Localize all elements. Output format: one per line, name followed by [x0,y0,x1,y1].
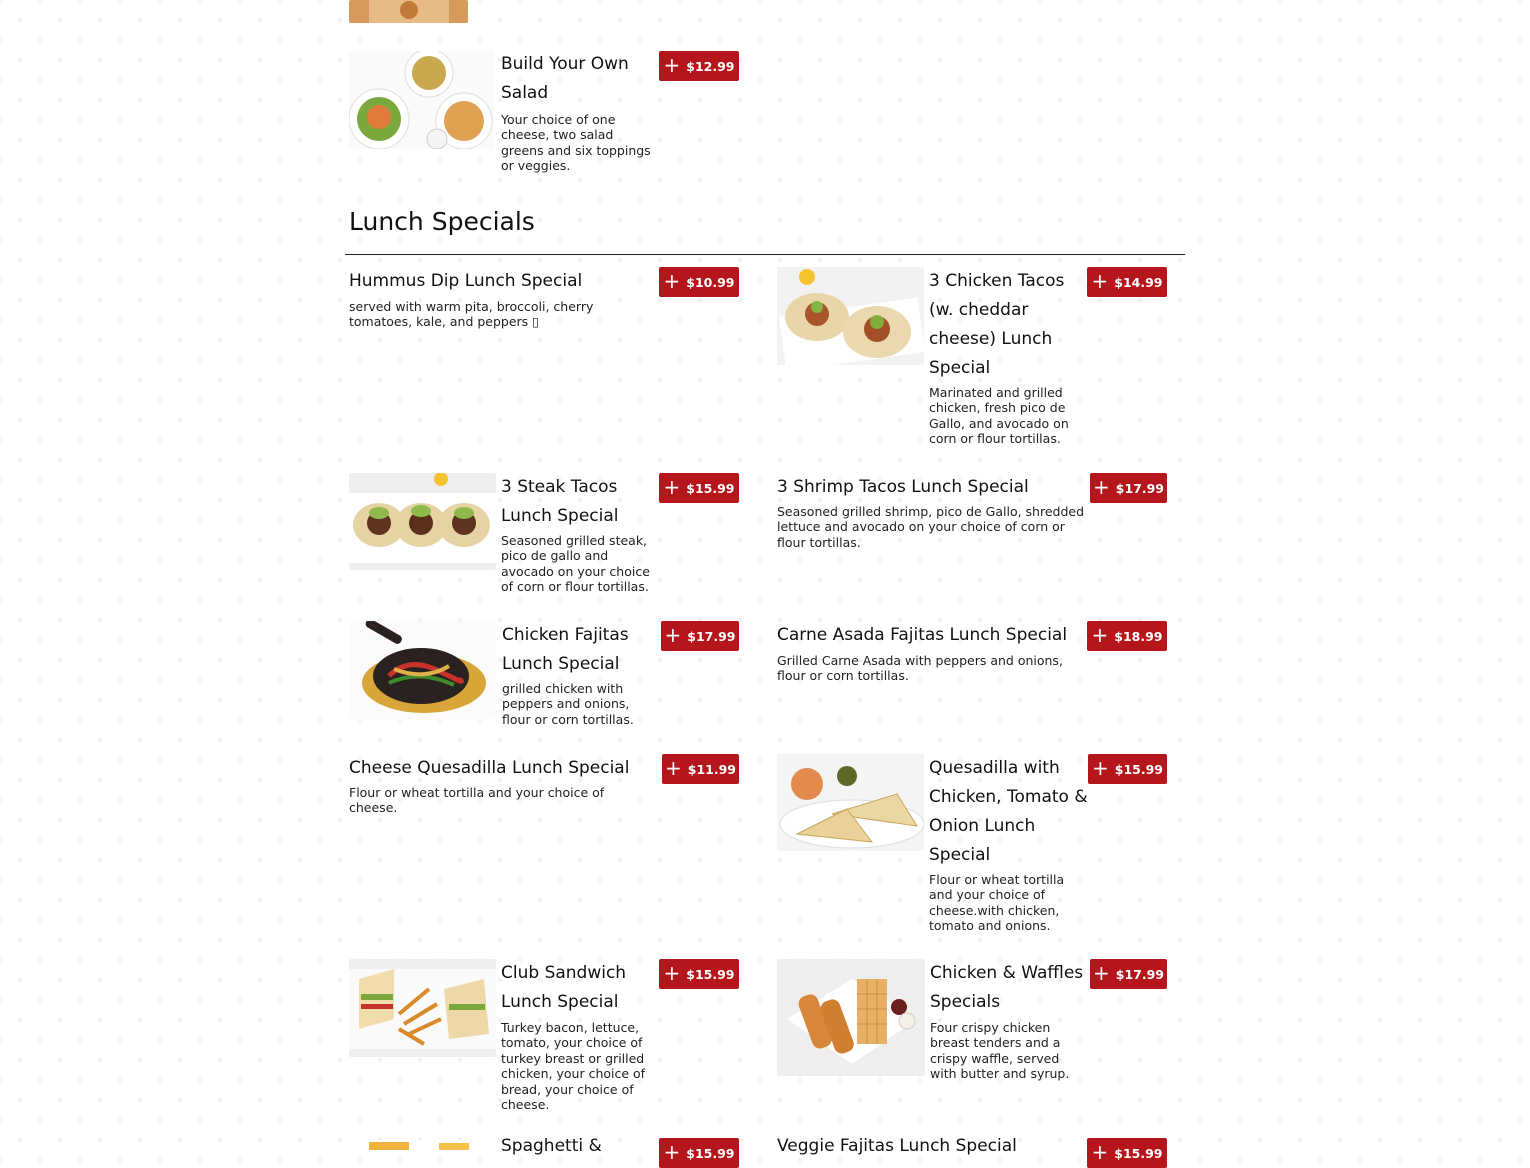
item-description: Seasoned grilled steak, pico de gallo and avocado on your choice of corn or flour tortillas. [501,533,650,595]
food-image-chicken-quesadilla[interactable] [777,754,924,851]
add-to-cart-button[interactable] [1090,959,1167,989]
section-divider [345,254,1185,255]
add-to-cart-button[interactable] [1087,267,1167,297]
item-description: Turkey bacon, lettuce, tomato, your choice of turkey breast or grilled chicken, your choice of bread, your choice of cheese. [501,1020,646,1113]
item-description: Flour or wheat tortilla and your choice of cheese.with chicken, tomato and onions. [929,872,1065,934]
price-label: $17.99 [687,628,736,644]
food-image-spaghetti[interactable] [349,1140,496,1150]
item-title: Spaghetti & [501,1136,602,1156]
item-description: Seasoned grilled shrimp, pico de Gallo, shredded lettuce and avocado on your choice of corn or flour tortillas. [777,504,1085,550]
plus-icon: + [665,756,682,780]
food-image[interactable] [349,0,468,23]
plus-icon: + [663,53,681,77]
item-title: Quesadilla with Chicken, Tomato & Onion Lunch Special [929,758,1088,865]
plus-icon: + [663,1140,681,1164]
item-title: 3 Steak Tacos Lunch Special [501,477,619,526]
plus-icon: + [1093,961,1110,985]
item-title: Carne Asada Fajitas Lunch Special [777,625,1068,645]
food-image-chicken-waffles[interactable] [777,959,925,1076]
plus-icon: + [663,475,681,499]
price-label: $15.99 [686,1145,735,1161]
food-image-chicken-fajitas[interactable] [349,621,496,719]
price-label: $14.99 [1114,274,1163,290]
item-title: 3 Shrimp Tacos Lunch Special [777,477,1029,497]
add-to-cart-button[interactable] [1090,473,1167,503]
item-title: Veggie Fajitas Lunch Special [777,1136,1017,1156]
item-title: Club Sandwich Lunch Special [501,963,627,1012]
add-to-cart-button[interactable] [659,959,739,989]
price-label: $10.99 [686,274,735,290]
food-image-club-sandwich[interactable] [349,959,496,1057]
price-label: $18.99 [1114,628,1163,644]
food-image-chicken-tacos[interactable] [777,267,924,365]
plus-icon: + [663,961,681,985]
add-to-cart-button[interactable] [1088,754,1167,784]
add-to-cart-button[interactable] [1087,621,1167,651]
price-label: $15.99 [1114,761,1164,777]
price-label: $11.99 [687,761,737,777]
plus-icon: + [664,623,682,647]
add-to-cart-button[interactable] [659,51,739,81]
add-to-cart-button[interactable] [662,754,739,784]
item-description: Four crispy chicken breast tenders and a crispy waffle, served with butter and syrup. [930,1020,1070,1082]
add-to-cart-button[interactable] [659,473,739,503]
price-label: $17.99 [1115,480,1165,496]
price-label: $15.99 [1114,1145,1163,1161]
item-title: 3 Chicken Tacos (w. cheddar cheese) Lunch Special [929,271,1065,378]
plus-icon: + [1091,269,1109,293]
plus-icon: + [1093,475,1110,499]
plus-icon: + [1091,1140,1109,1164]
item-description: served with warm pita, broccoli, cherry tomatoes, kale, and peppers ▯ [349,299,594,330]
item-title: Chicken Fajitas Lunch Special [502,625,629,674]
item-title: Hummus Dip Lunch Special [349,271,583,291]
plus-icon: + [663,269,681,293]
item-title: Chicken & Waffles Specials [930,963,1084,1012]
add-to-cart-button[interactable] [661,621,739,651]
plus-icon: + [1091,623,1109,647]
price-label: $15.99 [686,966,735,982]
food-image-build-your-own-salad[interactable] [349,51,494,149]
add-to-cart-button[interactable] [659,1138,739,1168]
item-description: grilled chicken with peppers and onions, flour or corn tortillas. [502,681,634,727]
add-to-cart-button[interactable] [1087,1138,1167,1168]
item-description: Your choice of one cheese, two salad greens and six toppings or veggies. [501,112,651,174]
food-image-steak-tacos[interactable] [349,473,496,570]
item-description: Flour or wheat tortilla and your choice of cheese. [349,785,605,816]
price-label: $15.99 [686,480,735,496]
item-description: Grilled Carne Asada with peppers and onions, flour or corn tortillas. [777,653,1063,684]
section-title: Lunch Specials [349,207,535,236]
item-title: Cheese Quesadilla Lunch Special [349,758,630,778]
price-label: $12.99 [686,58,735,74]
price-label: $17.99 [1115,966,1165,982]
plus-icon: + [1092,756,1109,780]
add-to-cart-button[interactable] [659,267,739,297]
item-description: Marinated and grilled chicken, fresh pico de Gallo, and avocado on corn or flour tortillas. [929,385,1069,447]
item-title: Build Your Own Salad [501,54,629,103]
